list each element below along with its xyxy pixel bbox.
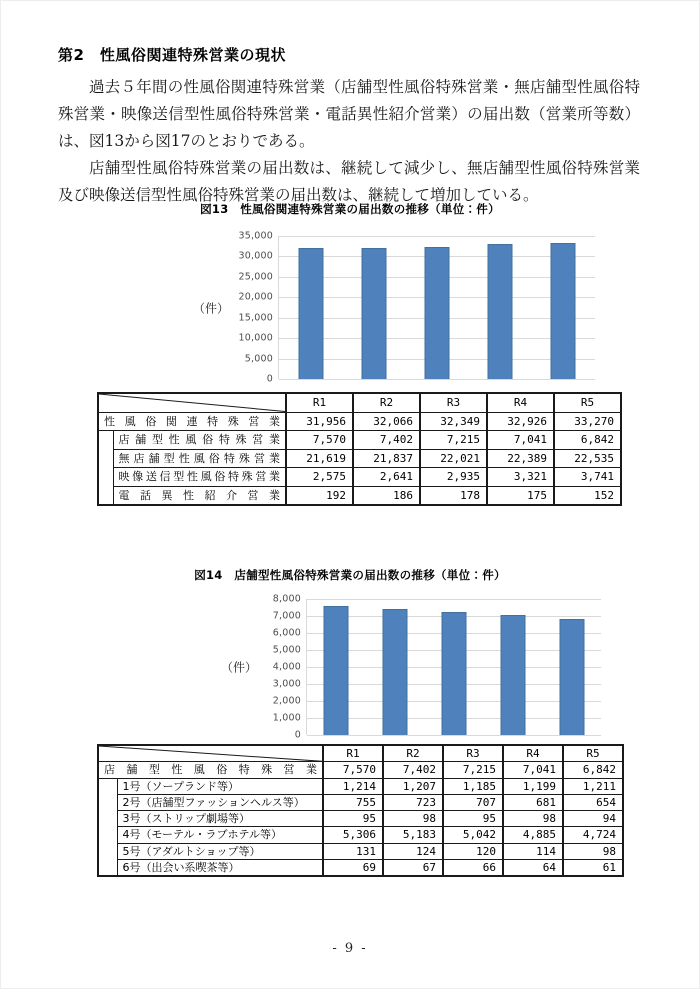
indent-spacer-cell	[98, 431, 113, 506]
value-cell: 120	[443, 843, 503, 859]
y-axis-tick-label: 8,000	[272, 593, 301, 605]
bar-R3	[442, 612, 467, 735]
gridline	[279, 236, 595, 237]
diagonal-line	[99, 394, 285, 412]
column-header-R2: R2	[383, 745, 443, 762]
value-cell: 1,211	[563, 778, 623, 794]
section-heading: 第2 性風俗関連特殊営業の現状	[58, 46, 286, 64]
value-cell: 7,402	[383, 762, 443, 778]
value-cell: 131	[323, 843, 383, 859]
value-cell: 1,185	[443, 778, 503, 794]
y-axis-unit-label: （件）	[192, 301, 229, 315]
value-cell: 32,066	[353, 412, 420, 431]
value-cell: 7,041	[487, 431, 554, 450]
value-cell: 21,619	[286, 449, 353, 468]
body-text	[58, 74, 640, 209]
value-cell: 7,402	[353, 431, 420, 450]
table-row	[98, 843, 623, 859]
diagonal-line	[99, 746, 322, 761]
table-row	[98, 794, 623, 810]
page-number: - 9 -	[332, 941, 368, 956]
value-cell: 4,724	[563, 827, 623, 843]
value-cell: 7,215	[420, 431, 487, 450]
table-row	[98, 449, 621, 468]
value-cell: 7,215	[443, 762, 503, 778]
value-cell: 6,842	[563, 762, 623, 778]
value-cell: 3,321	[487, 468, 554, 487]
value-cell: 64	[503, 860, 563, 877]
value-cell: 186	[353, 486, 420, 505]
value-cell: 1,214	[323, 778, 383, 794]
row-label: 電話異性紹介営業	[113, 486, 286, 505]
value-cell: 7,570	[323, 762, 383, 778]
value-cell: 124	[383, 843, 443, 859]
value-cell: 94	[563, 811, 623, 827]
paragraph-2: 店舗型性風俗特殊営業の届出数は、継続して減少し、無店舗型性風俗特殊営業及び映像送信型性風俗特殊営業の届出数は、継続して増加している。	[58, 159, 640, 204]
table-header-row	[98, 745, 623, 762]
value-cell: 22,021	[420, 449, 487, 468]
gridline	[307, 599, 601, 600]
y-axis-tick-label: 1,000	[272, 712, 301, 724]
value-cell: 95	[323, 811, 383, 827]
y-axis-unit-label: （件）	[220, 660, 257, 675]
value-cell: 681	[503, 794, 563, 810]
y-axis-tick-label: 15,000	[238, 312, 273, 324]
value-cell: 66	[443, 860, 503, 877]
table-header-row	[98, 393, 621, 412]
column-header-R5: R5	[563, 745, 623, 762]
row-label: 6号（出会い系喫茶等）	[117, 860, 323, 877]
value-cell: 69	[323, 860, 383, 877]
value-cell: 192	[286, 486, 353, 505]
table-row	[98, 762, 623, 778]
value-cell: 2,575	[286, 468, 353, 487]
row-label: 映像送信型性風俗特殊営業	[113, 468, 286, 487]
column-header-R4: R4	[503, 745, 563, 762]
value-cell: 98	[563, 843, 623, 859]
row-label: 無店舗型性風俗特殊営業	[113, 449, 286, 468]
row-label: 店舗型性風俗特殊営業	[113, 431, 286, 450]
y-axis-tick-label: 4,000	[272, 661, 301, 673]
value-cell: 98	[383, 811, 443, 827]
y-axis-tick-label: 5,000	[244, 353, 273, 365]
bar-R5	[559, 619, 584, 735]
y-axis-tick-label: 35,000	[238, 230, 273, 242]
bar-R3	[425, 247, 450, 379]
bar-R4	[488, 244, 513, 379]
column-header-R3: R3	[443, 745, 503, 762]
value-cell: 654	[563, 794, 623, 810]
y-axis-tick-label: 10,000	[238, 332, 273, 344]
y-axis-tick-label: 20,000	[238, 291, 273, 303]
column-header-R1: R1	[323, 745, 383, 762]
value-cell: 32,349	[420, 412, 487, 431]
row-label: 3号（ストリップ劇場等）	[117, 811, 323, 827]
table-row	[98, 412, 621, 431]
value-cell: 1,207	[383, 778, 443, 794]
row-label: 2号（店舗型ファッションヘルス等）	[117, 794, 323, 810]
paragraph-1: 過去５年間の性風俗関連特殊営業（店舗型性風俗特殊営業・無店舗型性風俗特殊営業・映像送信型性風俗特殊営業・電話異性紹介営業）の届出数（営業所等数）は、図13から図17のとおりである。	[58, 78, 640, 150]
bar-R2	[361, 248, 386, 379]
table-row	[98, 431, 621, 450]
value-cell: 22,535	[554, 449, 621, 468]
value-cell: 67	[383, 860, 443, 877]
y-axis-tick-label: 7,000	[272, 610, 301, 622]
y-axis-tick-label: 0	[266, 373, 273, 385]
value-cell: 723	[383, 794, 443, 810]
value-cell: 2,935	[420, 468, 487, 487]
row-label: 性風俗関連特殊営業	[98, 412, 286, 431]
column-header-R5: R5	[554, 393, 621, 412]
row-label: 1号（ソープランド等）	[117, 778, 323, 794]
value-cell: 707	[443, 794, 503, 810]
figure-13-data-table	[97, 392, 622, 506]
figure-13-bar-chart	[192, 230, 595, 385]
value-cell: 6,842	[554, 431, 621, 450]
value-cell: 175	[487, 486, 554, 505]
value-cell: 178	[420, 486, 487, 505]
figure-14-data-table	[97, 744, 624, 877]
value-cell: 22,389	[487, 449, 554, 468]
column-header-R4: R4	[487, 393, 554, 412]
row-label: 店舗型性風俗特殊営業	[98, 762, 323, 778]
table-row	[98, 468, 621, 487]
y-axis-tick-label: 0	[294, 729, 301, 741]
figure-13-caption: 図13 性風俗関連特殊営業の届出数の推移（単位：件）	[200, 202, 500, 216]
table-row	[98, 486, 621, 505]
y-axis-tick-label: 6,000	[272, 627, 301, 639]
value-cell: 98	[503, 811, 563, 827]
table-row	[98, 811, 623, 827]
y-axis-tick-label: 5,000	[272, 644, 301, 656]
value-cell: 4,885	[503, 827, 563, 843]
diagonal-header-cell	[98, 745, 323, 762]
value-cell: 33,270	[554, 412, 621, 431]
value-cell: 755	[323, 794, 383, 810]
value-cell: 3,741	[554, 468, 621, 487]
value-cell: 7,570	[286, 431, 353, 450]
value-cell: 32,926	[487, 412, 554, 431]
indent-spacer-cell	[98, 778, 117, 876]
value-cell: 1,199	[503, 778, 563, 794]
value-cell: 7,041	[503, 762, 563, 778]
value-cell: 114	[503, 843, 563, 859]
diagonal-header-cell	[98, 393, 286, 412]
gridline	[279, 379, 595, 380]
value-cell: 5,306	[323, 827, 383, 843]
y-axis-tick-label: 25,000	[238, 271, 273, 283]
bar-R2	[383, 609, 408, 735]
value-cell: 5,183	[383, 827, 443, 843]
bar-R5	[551, 243, 576, 379]
figure-14-caption: 図14 店舗型性風俗特殊営業の届出数の推移（単位：件）	[194, 568, 506, 582]
bar-R1	[324, 606, 349, 735]
value-cell: 21,837	[353, 449, 420, 468]
column-header-R2: R2	[353, 393, 420, 412]
value-cell: 61	[563, 860, 623, 877]
gridline	[307, 735, 601, 736]
table-row	[98, 778, 623, 794]
table-row	[98, 860, 623, 877]
column-header-R1: R1	[286, 393, 353, 412]
y-axis-tick-label: 3,000	[272, 678, 301, 690]
figure-14-bar-chart	[220, 593, 601, 741]
value-cell: 95	[443, 811, 503, 827]
bar-R4	[500, 615, 525, 735]
bar-R1	[298, 248, 323, 379]
row-label: 4号（モーテル・ラブホテル等）	[117, 827, 323, 843]
table-row	[98, 827, 623, 843]
value-cell: 152	[554, 486, 621, 505]
y-axis-tick-label: 2,000	[272, 695, 301, 707]
value-cell: 31,956	[286, 412, 353, 431]
row-label: 5号（アダルトショップ等）	[117, 843, 323, 859]
y-axis-tick-label: 30,000	[238, 250, 273, 262]
value-cell: 2,641	[353, 468, 420, 487]
value-cell: 5,042	[443, 827, 503, 843]
column-header-R3: R3	[420, 393, 487, 412]
